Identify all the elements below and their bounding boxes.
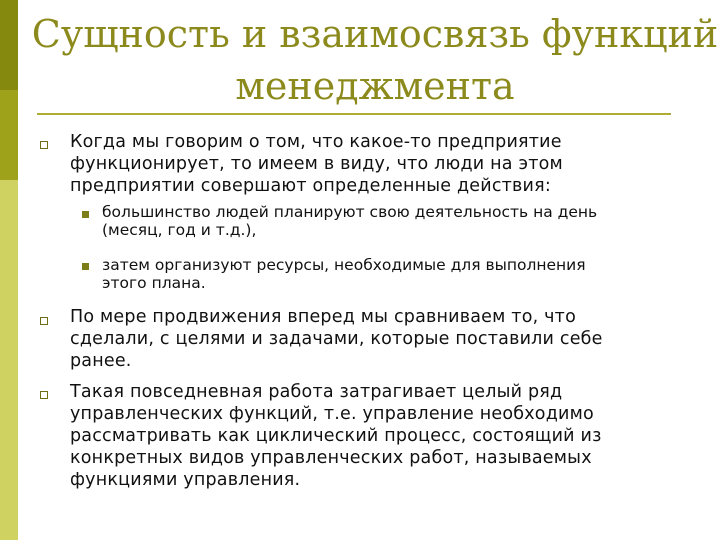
side-stripe-top [0,0,18,90]
subbullet-2-line-1: затем организуют ресурсы, необходимые для выполнения [102,256,586,274]
bullet-3-line-1: Такая повседневная работа затрагивает целый ряд [70,382,563,402]
bullet-3-line-2: управленческих функций, т.е. управление необходимо [70,404,594,424]
bullet-3-line-5: функциями управления. [70,470,301,490]
side-stripe-middle [0,90,18,180]
filled-square-bullet-icon [82,263,89,270]
subbullet-2-text [102,256,702,292]
title-underline [37,113,671,115]
bullet-3-line-4: конкретных видов управленческих работ, называемых [70,448,592,468]
bullet-2-line-1: По мере продвижения вперед мы сравниваем то, что [70,307,576,327]
title-line-1: Сущность и взаимосвязь функций [31,12,719,56]
bullet-2-text [70,306,710,372]
hollow-square-bullet-icon [40,391,48,399]
side-stripe-bottom [0,180,18,540]
bullet-1-line-3: предприятии совершают определенные действия: [70,176,551,196]
bullet-3-text [70,381,710,491]
bullet-3-line-3: рассматривать как циклический процесс, состоящий из [70,426,602,446]
hollow-square-bullet-icon [40,141,48,149]
slide-title [30,8,720,112]
hollow-square-bullet-icon [40,317,48,325]
subbullet-1-text [102,203,702,239]
subbullet-1-line-1: большинство людей планируют свою деятельность на день [102,203,598,221]
title-line-2: менеджмента [235,64,515,108]
bullet-1-line-1: Когда мы говорим о том, что какое-то предприятие [70,132,562,152]
bullet-2-line-3: ранее. [70,351,132,371]
bullet-1-text [70,131,710,197]
subbullet-1-line-2: (месяц, год и т.д.), [102,221,257,239]
filled-square-bullet-icon [82,211,89,218]
bullet-1-line-2: функционирует, то имеем в виду, что люди на этом [70,154,563,174]
subbullet-2-line-2: этого плана. [102,274,206,292]
bullet-2-line-2: сделали, с целями и задачами, которые поставили себе [70,329,603,349]
